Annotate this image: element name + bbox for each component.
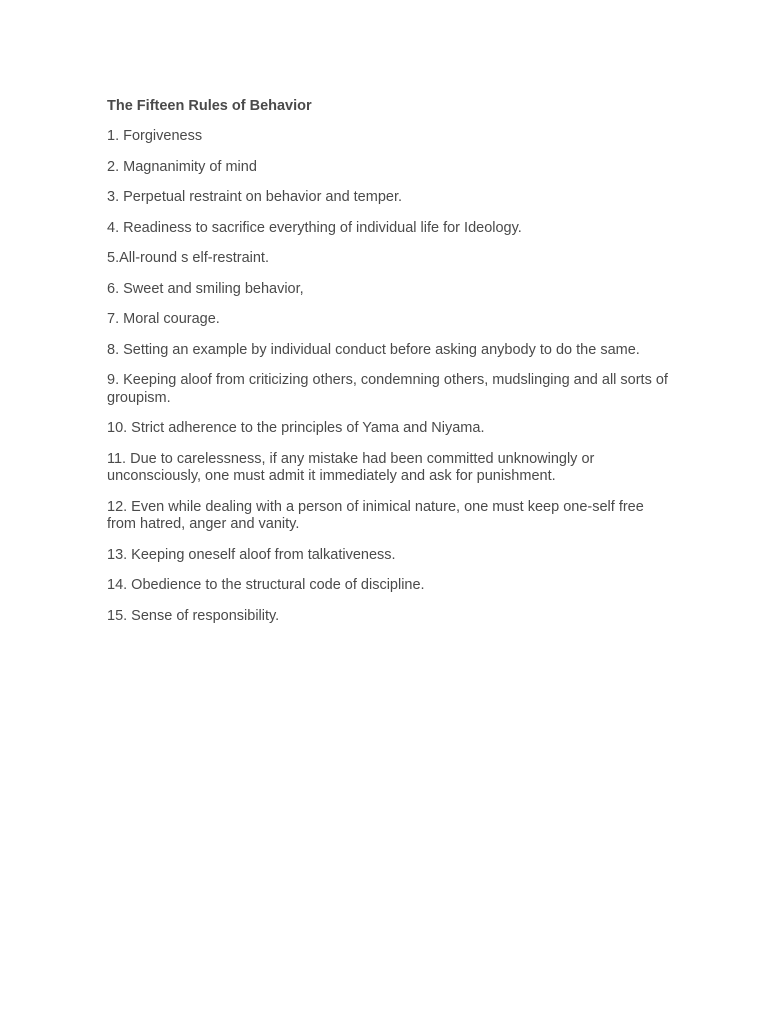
rule-item-11: 11. Due to carelessness, if any mistake had been committed unknowingly or unconsciously, one must admit it immediately and ask for punishment. <box>107 450 595 484</box>
rule-item-4: 4. Readiness to sacrifice everything of individual life for Ideology. <box>107 219 522 236</box>
rule-item-8: 8. Setting an example by individual conduct before asking anybody to do the same. <box>107 341 640 358</box>
rule-item-12: 12. Even while dealing with a person of inimical nature, one must keep one-self free from hatred, anger and vanity. <box>107 498 644 532</box>
document-body <box>107 98 677 638</box>
rule-item-15: 15. Sense of responsibility. <box>107 607 280 624</box>
rule-item-7: 7. Moral courage. <box>107 311 220 327</box>
rule-item-5: 5.All-round s elf-restraint. <box>107 250 269 266</box>
rule-item-2: 2. Magnanimity of mind <box>107 158 257 175</box>
rule-item-3: 3. Perpetual restraint on behavior and temper. <box>107 189 403 205</box>
rule-item-9: 9. Keeping aloof from criticizing others, condemning others, mudslinging and all sorts of groupism. <box>107 372 668 406</box>
rule-item-10: 10. Strict adherence to the principles of Yama and Niyama. <box>107 420 485 436</box>
rule-item-6: 6. Sweet and smiling behavior, <box>107 280 304 297</box>
rule-item-13: 13. Keeping oneself aloof from talkativeness. <box>107 546 396 563</box>
rule-item-1: 1. Forgiveness <box>107 128 203 144</box>
rule-item-14: 14. Obedience to the structural code of discipline. <box>107 577 425 593</box>
document-title: The Fifteen Rules of Behavior <box>107 98 312 114</box>
